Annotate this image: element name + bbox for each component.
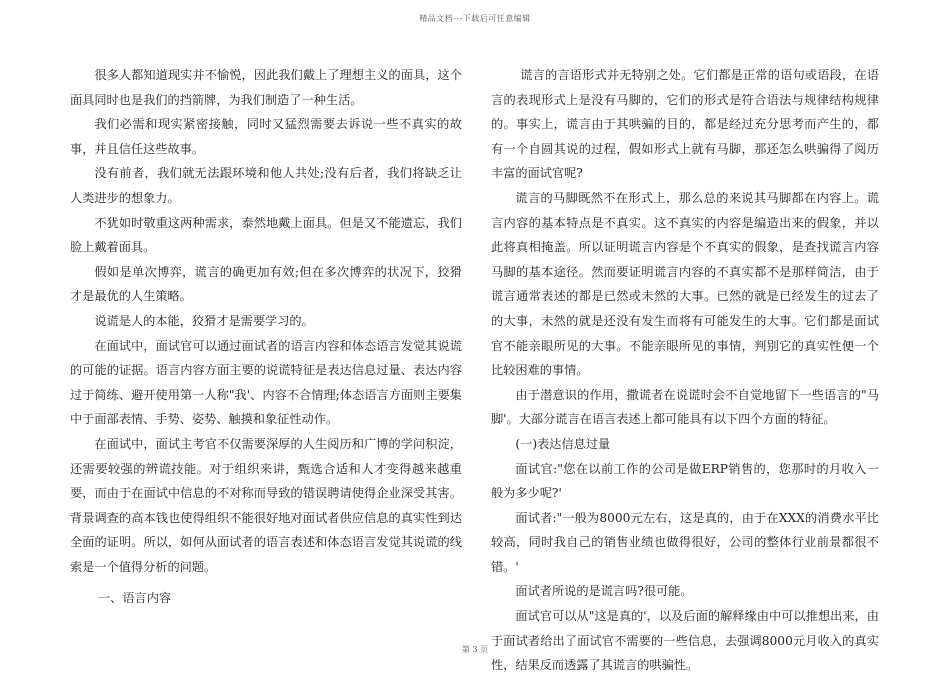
paragraph: 我们必需和现实紧密接触，同时又猛烈需要去诉说一些不真实的故事，并且信任这些故事。: [70, 117, 462, 156]
paragraph: 说谎是人的本能，狡猾才是需要学习的。: [94, 313, 314, 328]
page-header: 精品文档---下载后可任意编辑: [419, 14, 531, 23]
paragraph: 谎言的言语形式并无特别之处。它们都是正常的语句或语段，在语言的表现形式上是没有马脚的，它们的形式是符合语法与规律结构规律的。事实上，谎言由于其哄骗的目的，都是经过充分思考而产生的，都有一个自圆其说的过程，假如形式上就有马脚，那还怎么哄骗得了阅历丰富的面试官呢?: [491, 68, 879, 181]
subsection-heading: (一)表达信息过量: [515, 436, 611, 451]
section-heading: 一、语言内容: [98, 591, 172, 605]
paragraph: 假如是单次博弈，谎言的确更加有效;但在多次博弈的状况下，狡猾才是最优的人生策略。: [70, 264, 462, 304]
page-number: 第 3 页: [461, 645, 489, 654]
paragraph: 没有前者，我们就无法跟环境和他人共处;没有后者，我们将缺乏让人类进步的想象力。: [70, 166, 462, 205]
paragraph: 面试者所说的是谎言吗?很可能。: [515, 584, 693, 599]
paragraph: 面试者:"一般为8000元左右，这是真的，由于在XXX的消费水平比较高，同时我自己的销售业绩也做得很好，公司的整体行业前景都很不错。': [491, 510, 879, 574]
paragraph: 由于潜意识的作用，撒谎者在说谎时会不自觉地留下一些语言的"马脚'。大部分谎言在语言表述上都可能具有以下四个方面的特征。: [491, 387, 879, 427]
paragraph: 面试官可以从"这是真的'，以及后面的解释缘由中可以推想出来，由于面试者给出了面试官不需要的一些信息，去强调8000元月收入的真实性，结果反而透露了其谎言的哄骗性。: [491, 609, 879, 673]
paragraph: 面试官:"您在以前工作的公司是做ERP销售的，您那时的月收入一般为多少呢?': [491, 461, 879, 501]
right-column: [491, 63, 879, 678]
left-column: [70, 63, 462, 579]
paragraph: 在面试中，面试主考官不仅需要深厚的人生阅历和广博的学问积淀，还需要较强的辨谎技能。对于组织来讲，甄选合适和人才变得越来越重要，而由于在面试中信息的不对称而导致的错误聘请使得企业深受其害。背景调查的高本钱也使得组织不能很好地对面试者供应信息的真实性到达全面的证明。所以，如何从面试者的语言表述和体态语言发觉其说谎的线索是一个值得分析的问题。: [70, 436, 462, 574]
paragraph: 在面试中，面试官可以通过面试者的语言内容和体态语言发觉其说谎的可能的证据。语言内容方面主要的说谎特征是表达信息过量、表达内容过于简练、避开使用第一人称"我'、内容不合情理;体态语言方面则主要集中于面部表情、手势、姿势、触摸和象征性动作。: [70, 338, 462, 427]
paragraph: 很多人都知道现实并不愉悦，因此我们戴上了理想主义的面具，这个面具同时也是我们的挡箭牌，为我们制造了一种生活。: [70, 68, 462, 107]
paragraph: 不犹如时敬重这两种需求，泰然地戴上面具。但是又不能遗忘，我们脸上戴着面具。: [70, 215, 462, 255]
paragraph: 谎言的马脚既然不在形式上，那么总的来说其马脚都在内容上。谎言内容的基本特点是不真实。这不真实的内容是编造出来的假象，并以此将真相掩盖。所以证明谎言内容是个不真实的假象，是查找谎言内容马脚的基本途径。然而要证明谎言内容的不真实都不是那样简洁，由于谎言通常表述的都是已然或未然的大事。已然的就是已经发生的过去了的大事，未然的就是还没有发生而将有可能发生的大事。它们都是面试官不能亲眼所见的大事。不能亲眼所见的事情，判别它的真实性便一个比较困难的事情。: [491, 190, 879, 378]
